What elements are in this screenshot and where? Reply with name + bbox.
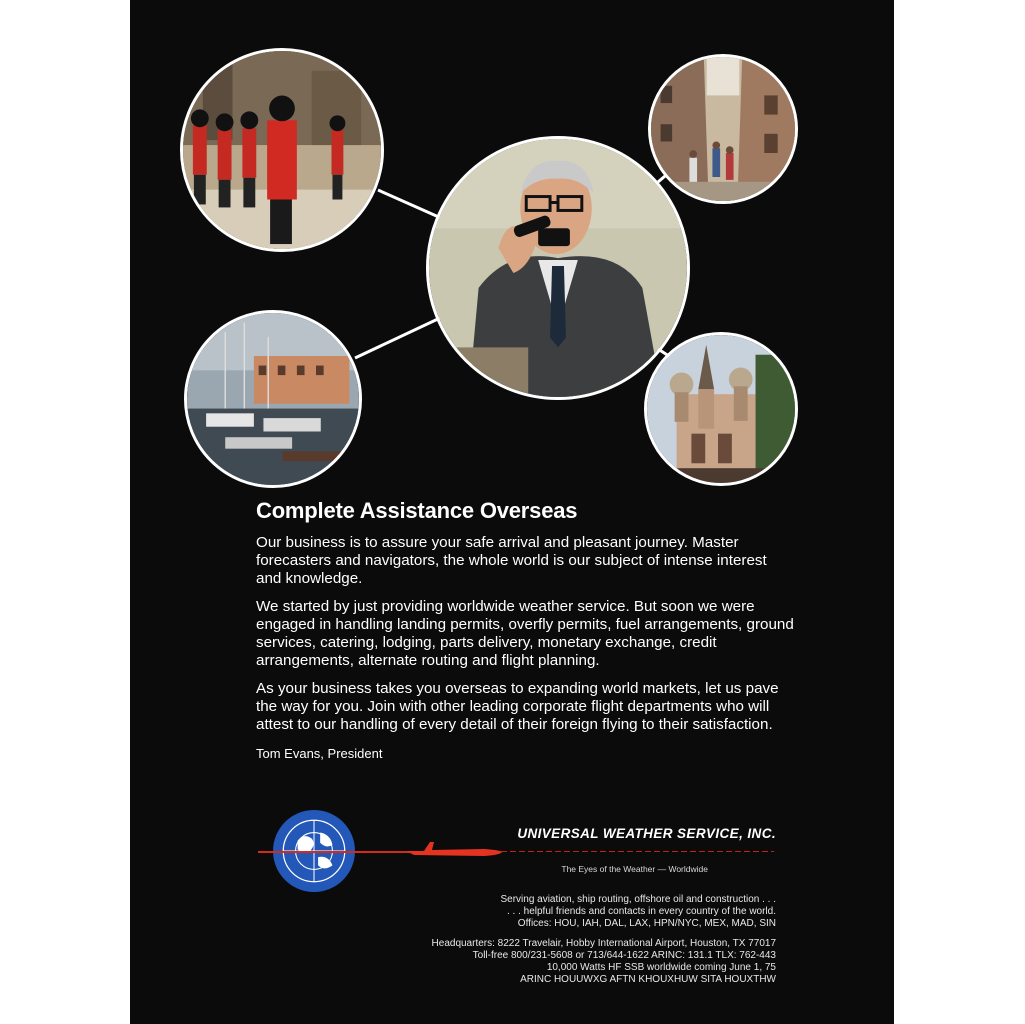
paragraph-invitation: As your business takes you overseas to expanding world markets, let us pave the way for you. Join with other leading corporate flight departments who will attest to our handling of every detail of their foreign flying to their satisfaction.: [256, 680, 779, 733]
footer-line: . . . helpful friends and contacts in every country of the world.: [506, 906, 776, 917]
footer-offices: Offices: HOU, IAH, DAL, LAX, HPN/NYC, MEX, MAD, SIN: [517, 918, 776, 929]
company-tagline: The Eyes of the Weather — Worldwide: [561, 864, 708, 874]
company-name: UNIVERSAL WEATHER SERVICE, INC.: [517, 826, 776, 841]
paragraph-services: We started by just providing worldwide weather service. But soon we were engaged in handling landing permits, overfly permits, fuel arrangements, ground services, catering, lodging, parts delivery, monetary exchange, credit arrangements, alternate routing and flight planning.: [256, 598, 794, 669]
photo-royal-guards: [180, 48, 384, 252]
photo-narrow-street: [648, 54, 798, 204]
photo-collage: [130, 0, 894, 500]
footer-headquarters: Headquarters: 8222 Travelair, Hobby International Airport, Houston, TX 77017: [431, 938, 776, 949]
footer-codes: ARINC HOUUWXG AFTN KHOUXHUW SITA HOUXTHW: [520, 974, 776, 985]
footer-info: [432, 894, 776, 986]
signature: Tom Evans, President: [256, 746, 383, 761]
ad-copy: [256, 498, 796, 761]
headline: Complete Assistance Overseas: [256, 498, 578, 523]
footer-phone: Toll-free 800/231-5608 or 713/644-1622 ARINC: 131.1 TLX: 762-443: [472, 950, 776, 961]
photo-president-on-phone: [426, 136, 690, 400]
footer-radio: 10,000 Watts HF SSB worldwide coming June 1, 75: [546, 962, 776, 973]
photo-harbor: [184, 310, 362, 488]
advertisement-page: [130, 0, 894, 1024]
paragraph-mission: Our business is to assure your safe arrival and pleasant journey. Master forecasters and navigators, the whole world is our subject of intense interest and knowledge.: [256, 534, 767, 587]
jet-icon: [404, 838, 504, 862]
footer-line: Serving aviation, ship routing, offshore oil and construction . . .: [500, 894, 776, 905]
photo-orthodox-church: [644, 332, 798, 486]
